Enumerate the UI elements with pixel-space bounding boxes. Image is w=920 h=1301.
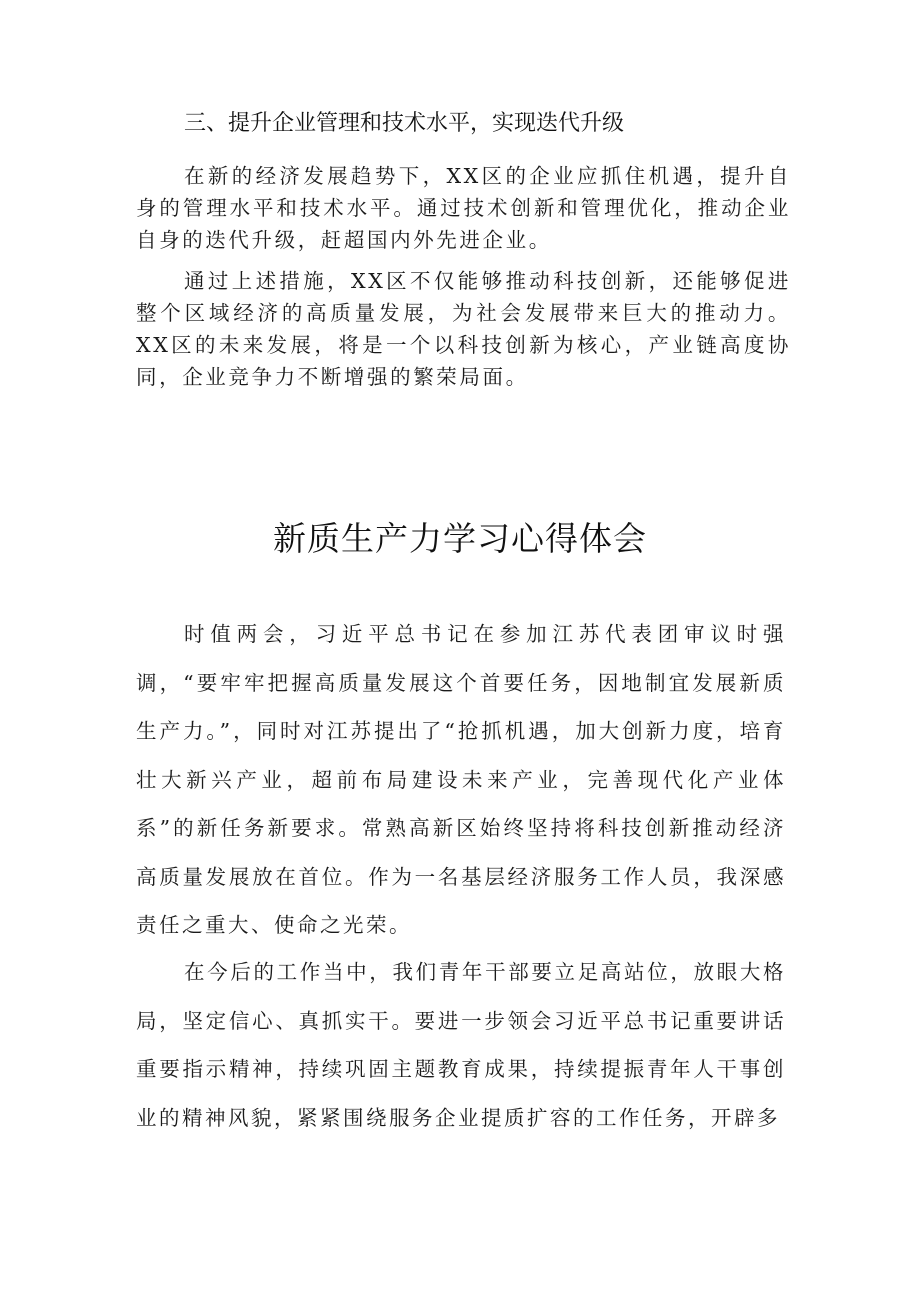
article-title: 新质生产力学习心得体会 xyxy=(273,519,647,558)
paragraph-upgrade: 在新的经济发展趋势下，XX区的企业应抓住机遇，提升自身的管理水平和技术水平。通过技术创新和管理优化，推动企业自身的迭代升级，赶超国内外先进企业。 xyxy=(136,164,791,252)
section-heading: 三、提升企业管理和技术水平，实现迭代升级 xyxy=(184,111,625,136)
paragraph-two-sessions: 时值两会，习近平总书记在参加江苏代表团审议时强调，“要牢牢把握高质量发展这个首要任务，因地制宜发展新质生产力。”，同时对江苏提出了“抢抓机遇，加大创新力度，培育壮大新兴产业，超前布局建设未来产业，完善现代化产业体系”的新任务新要求。常熟高新区始终坚持将科技创新推动经济高质量发展放在首位。作为一名基层经济服务工作人员，我深感责任之重大、使命之光荣。 xyxy=(136,622,786,937)
paragraph-future-work: 在今后的工作当中，我们青年干部要立足高站位，放眼大格局，坚定信心、真抓实干。要进一步领会习近平总书记重要讲话重要指示精神，持续巩固主题教育成果，持续提振青年人干事创业的精神风貌，紧紧围绕服务企业提质扩容的工作任务，开辟多 xyxy=(136,960,786,1130)
paragraph-summary: 通过上述措施，XX区不仅能够推动科技创新，还能够促进整个区域经济的高质量发展，为社会发展带来巨大的推动力。XX区的未来发展，将是一个以科技创新为核心，产业链高度协同，企业竞争力不断增强的繁荣局面。 xyxy=(136,269,791,389)
